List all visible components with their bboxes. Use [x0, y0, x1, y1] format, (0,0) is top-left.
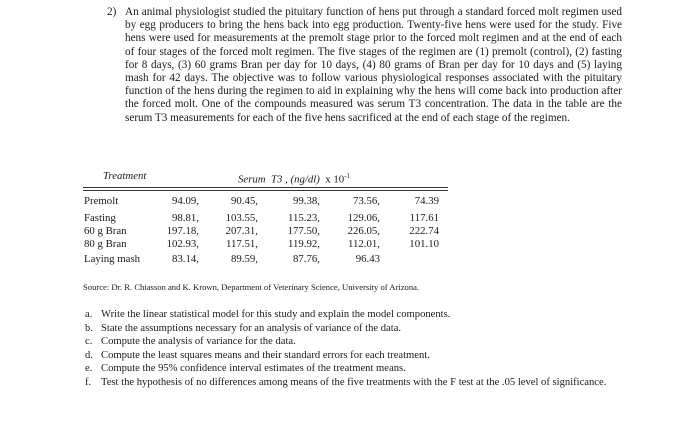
row-treatment-name: 80 g Bran: [84, 238, 127, 250]
table-row: [0, 238, 700, 251]
table-rule-top: [83, 187, 448, 188]
table-row: [0, 195, 700, 208]
question-text: Write the linear statistical model for this study and explain the model components.: [101, 309, 451, 320]
serum-units: T3 , (ng/dl): [271, 173, 320, 186]
question-list: [85, 308, 610, 390]
question-item: [85, 349, 610, 363]
table-cell: 117.51,: [226, 238, 258, 250]
serum-label: Serum: [238, 173, 266, 186]
row-treatment-name: Premolt: [84, 195, 119, 207]
question-item: [85, 335, 610, 349]
question-text: Compute the analysis of variance for the data.: [101, 336, 296, 348]
question-text: Test the hypothesis of no differences among means of the five treatments with the F test at the .05 level of significance.: [101, 376, 607, 388]
table-row: [0, 253, 700, 266]
table-cell: 222.74: [409, 225, 439, 237]
table-cell: 101.10: [409, 238, 439, 250]
table-cell: 83.14,: [172, 253, 199, 265]
question-label: a.: [85, 309, 93, 320]
question-label: e.: [85, 363, 93, 375]
question-text: State the assumptions necessary for an analysis of variance of the data.: [101, 322, 402, 334]
question-text: Compute the least squares means and their standard errors for each treatment.: [101, 349, 430, 361]
table-cell: 177.50,: [287, 225, 320, 237]
table-cell: 90.45,: [231, 195, 258, 207]
source-note: Source: Dr. R. Chiasson and K. Krown, Department of Veterinary Science, University of Arizona.: [83, 282, 420, 292]
question-text: Compute the 95% confidence interval estimates of the treatment means.: [101, 363, 406, 375]
table-cell: 207.31,: [225, 225, 258, 237]
table-cell: 98.81,: [172, 212, 199, 224]
question-item: [85, 322, 610, 336]
question-label: d.: [85, 349, 93, 361]
table-cell: 102.93,: [166, 238, 199, 250]
table-header-treatment: Treatment: [103, 170, 147, 182]
question-item: [85, 308, 610, 322]
scale-factor: x 10: [325, 173, 345, 186]
table-cell: 87.76,: [293, 253, 320, 265]
table-cell: 129.06,: [347, 212, 380, 224]
question-label: f.: [85, 376, 92, 388]
table-cell: 117.61: [409, 212, 439, 224]
table-cell: 115.23,: [288, 212, 320, 224]
question-item: [85, 376, 610, 390]
table-cell: 119.92,: [288, 238, 320, 250]
question-label: c.: [85, 336, 93, 348]
table-rule-bottom: [83, 190, 448, 191]
question-label: b.: [85, 322, 93, 334]
table-cell: 74.39: [414, 195, 439, 207]
question-item: [85, 362, 610, 376]
table-row: [0, 212, 700, 225]
table-cell: 99.38,: [293, 195, 320, 207]
table-cell: 226.05,: [347, 225, 380, 237]
table-row: [0, 225, 700, 238]
problem-number: 2): [107, 6, 117, 18]
table-cell: 103.55,: [225, 212, 258, 224]
row-treatment-name: Laying mash: [84, 253, 141, 265]
scale-exponent: -1: [344, 172, 351, 180]
table-cell: 112.01,: [348, 238, 380, 250]
problem-statement: An animal physiologist studied the pituitary function of hens put through a standard forced molt regimen used by egg producers to bring the hens back into egg production. Twenty-five hens were used for the study. Five hens were used for measurements at the premolt stage prior to the forced molt regimen and at the end of each of four stages of the forced molt regimen. The five stages of the regimen are (1) premolt (control), (2) fasting for 8 days, (3) 60 grams Bran per day for 10 days, (4) 80 grams of Bran per day for 10 days and (5) laying mash for 42 days. The objective was to follow various physiological responses associated with the pituitary function of the hens during the regimen to aid in explaining why the hens will come back into production after the forced molt. One of the compounds measured was serum T3 concentration. The data in the table are the serum T3 measurements for each of the five hens sacrificed at the end of each stage of the regimen.: [125, 6, 622, 124]
row-treatment-name: 60 g Bran: [84, 225, 127, 237]
table-cell: 73.56,: [353, 195, 380, 207]
table-cell: 89.59,: [231, 253, 258, 265]
table-cell: 96.43: [355, 253, 380, 265]
table-cell: 197.18,: [166, 225, 199, 237]
table-header-serum: [238, 170, 350, 187]
row-treatment-name: Fasting: [84, 212, 116, 224]
table-cell: 94.09,: [172, 195, 199, 207]
